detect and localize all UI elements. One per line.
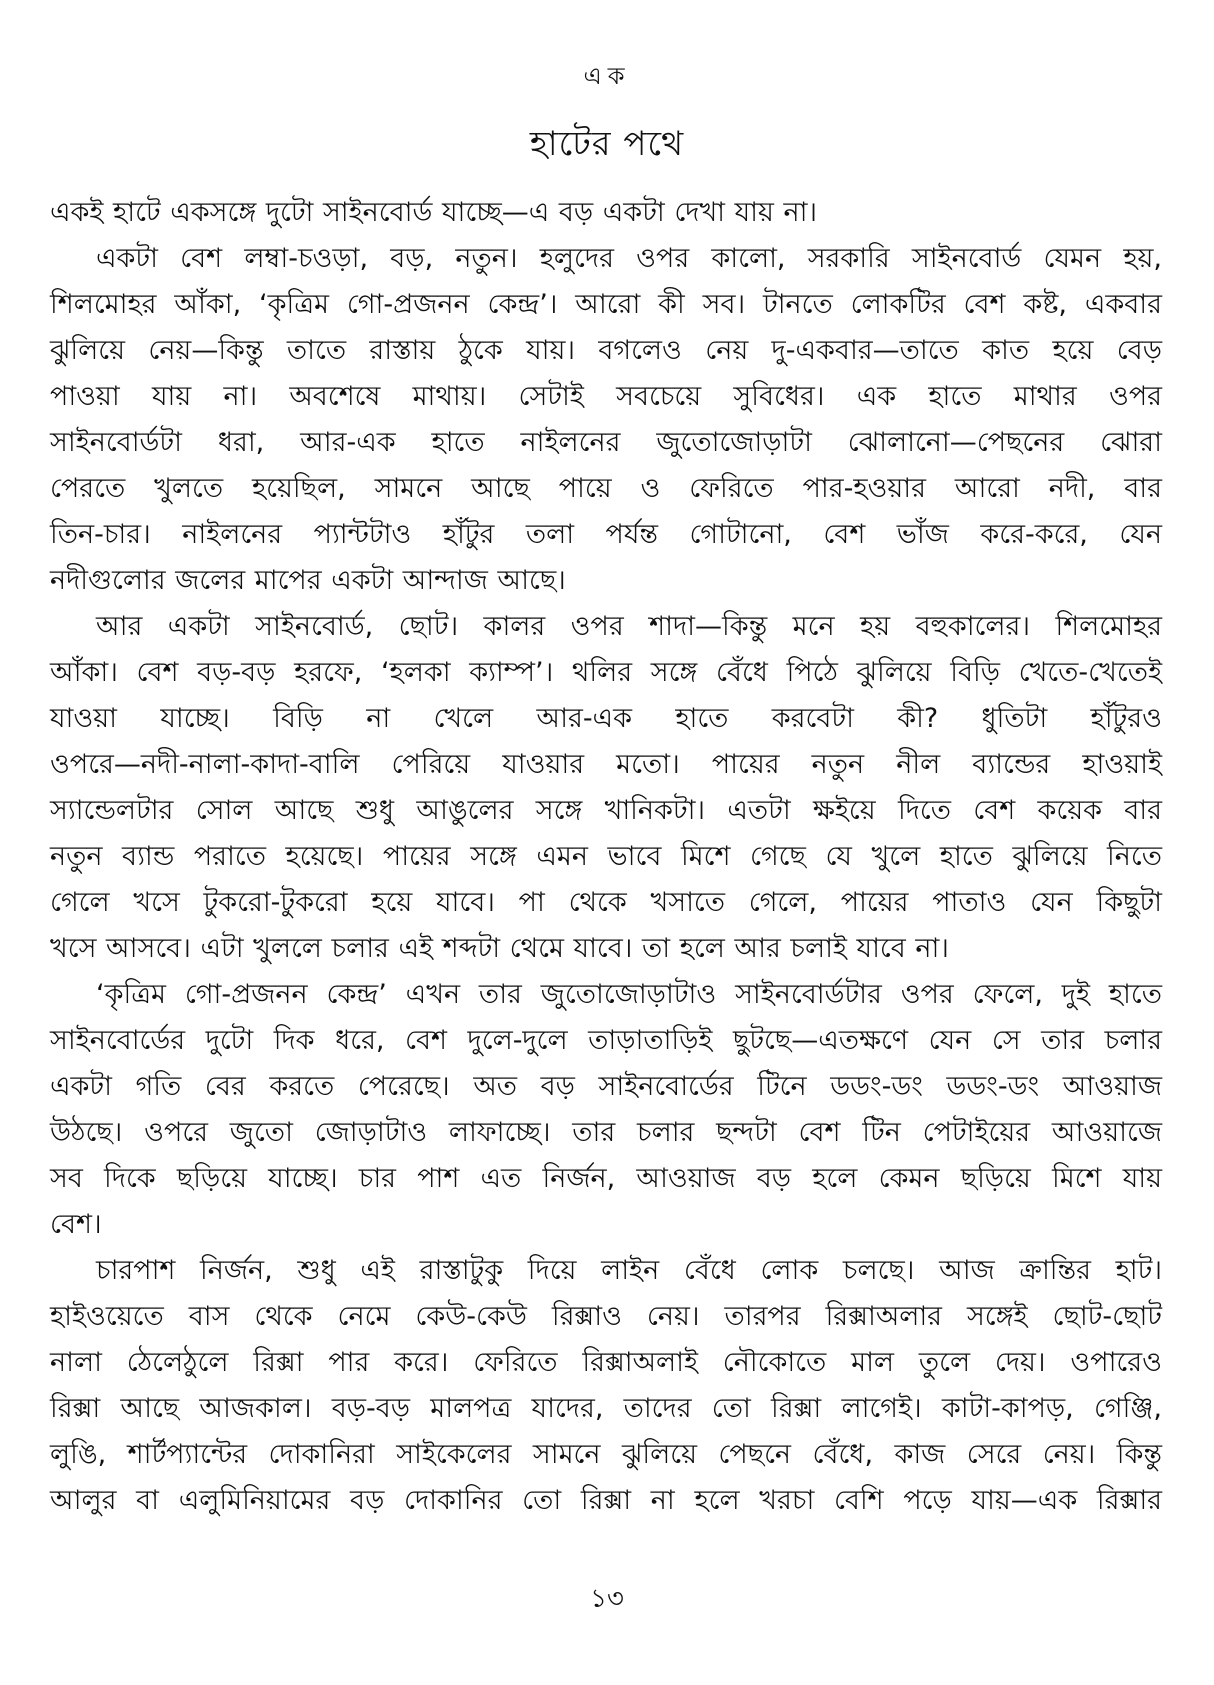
text-line: একই হাটে একসঙ্গে দুটো সাইনবোর্ড যাচ্ছে—এ বড় একটা দেখা যায় না। xyxy=(50,197,818,228)
text-line: স্যান্ডেলটার সোল আছে শুধু আঙুলের সঙ্গে খানিকটা। এতটা ক্ষইয়ে দিতে বেশ কয়েক বার xyxy=(50,795,1162,826)
text-line: শিলমোহর আঁকা, ‘কৃত্রিম গো-প্রজনন কেন্দ্র’। আরো কী সব। টানতে লোকটির বেশ কষ্ট, একবার xyxy=(50,289,1162,320)
paragraph-start-line: আর একটা সাইনবোর্ড, ছোট। কালর ওপর শাদা—কিন্তু মনে হয় বহুকালের। শিলমোহর xyxy=(96,611,1162,642)
text-line: সাইনবোর্ডের দুটো দিক ধরে, বেশ দুলে-দুলে তাড়াতাড়িই ছুটছে—এতক্ষণে যেন সে তার চলার xyxy=(50,1025,1162,1056)
text-line: সব দিকে ছড়িয়ে যাচ্ছে। চার পাশ এত নির্জন, আওয়াজ বড় হলে কেমন ছড়িয়ে মিশে যায় xyxy=(50,1163,1162,1194)
paragraph-start-line: ‘কৃত্রিম গো-প্রজনন কেন্দ্র’ এখন তার জুতোজোড়াটাও সাইনবোর্ডটার ওপর ফেলে, দুই হাতে xyxy=(96,979,1162,1010)
text-line: ওপরে—নদী-নালা-কাদা-বালি পেরিয়ে যাওয়ার মতো। পায়ের নতুন নীল ব্যান্ডের হাওয়াই xyxy=(50,749,1162,780)
text-line: বেশ। xyxy=(50,1209,102,1240)
text-line: সাইনবোর্ডটা ধরা, আর-এক হাতে নাইলনের জুতোজোড়াটা ঝোলানো—পেছনের ঝোরা xyxy=(50,427,1162,458)
chapter-number: এক xyxy=(583,62,631,90)
text-line: একটা গতি বের করতে পেরেছে। অত বড় সাইনবোর্ডের টিনে ডডং-ডং ডডং-ডং আওয়াজ xyxy=(50,1071,1162,1102)
paragraph-start-line: চারপাশ নির্জন, শুধু এই রাস্তাটুকু দিয়ে লাইন বেঁধে লোক চলছে। আজ ক্রান্তির হাট। xyxy=(96,1255,1162,1286)
paragraph-start-line: একটা বেশ লম্বা-চওড়া, বড়, নতুন। হলুদের ওপর কালো, সরকারি সাইনবোর্ড যেমন হয়, xyxy=(96,243,1162,274)
text-line: আলুর বা এলুমিনিয়ামের বড় দোকানির তো রিক্সা না হলে খরচা বেশি পড়ে যায়—এক রিক্সার xyxy=(50,1485,1162,1516)
text-line: নালা ঠেলেঠুলে রিক্সা পার করে। ফেরিতে রিক্সাঅলাই নৌকোতে মাল তুলে দেয়। ওপারেও xyxy=(50,1347,1162,1378)
text-line: গেলে খসে টুকরো-টুকরো হয়ে যাবে। পা থেকে খসাতে গেলে, পায়ের পাতাও যেন কিছুটা xyxy=(50,887,1162,918)
text-line: আঁকা। বেশ বড়-বড় হরফে, ‘হলকা ক্যাম্প’। থলির সঙ্গে বেঁধে পিঠে ঝুলিয়ে বিড়ি খেতে-খেতেই xyxy=(50,657,1162,688)
text-line: হাইওয়েতে বাস থেকে নেমে কেউ-কেউ রিক্সাও নেয়। তারপর রিক্সাঅলার সঙ্গেই ছোট-ছোট xyxy=(50,1301,1162,1332)
body-text xyxy=(50,190,1162,1524)
text-line: পেরতে খুলতে হয়েছিল, সামনে আছে পায়ে ও ফেরিতে পার-হওয়ার আরো নদী, বার xyxy=(50,473,1162,504)
text-line: যাওয়া যাচ্ছে। বিড়ি না খেলে আর-এক হাতে করবেটা কী? ধুতিটা হাঁটুরও xyxy=(50,703,1162,734)
text-line: উঠছে। ওপরে জুতো জোড়াটাও লাফাচ্ছে। তার চলার ছন্দটা বেশ টিন পেটাইয়ের আওয়াজে xyxy=(50,1117,1162,1148)
text-line: পাওয়া যায় না। অবশেষে মাথায়। সেটাই সবচেয়ে সুবিধের। এক হাতে মাথার ওপর xyxy=(50,381,1162,412)
page-number: ১৩ xyxy=(590,1584,624,1614)
text-line: নদীগুলোর জলের মাপের একটা আন্দাজ আছে। xyxy=(50,565,566,596)
text-line: ঝুলিয়ে নেয়—কিন্তু তাতে রাস্তায় ঠুকে যায়। বগলেও নেয় দু-একবার—তাতে কাত হয়ে বেড় xyxy=(50,335,1162,366)
text-line: রিক্সা আছে আজকাল। বড়-বড় মালপত্র যাদের, তাদের তো রিক্সা লাগেই। কাটা-কাপড়, গেঞ্জি, xyxy=(50,1393,1162,1424)
chapter-title: হাটের পথে xyxy=(529,124,685,164)
text-line: লুঙি, শার্টপ্যান্টের দোকানিরা সাইকেলের সামনে ঝুলিয়ে পেছনে বেঁধে, কাজ সেরে নেয়। কিন্তু xyxy=(50,1439,1162,1470)
text-line: তিন-চার। নাইলনের প্যান্টটাও হাঁটুর তলা পর্যন্ত গোটানো, বেশ ভাঁজ করে-করে, যেন xyxy=(50,519,1162,550)
text-line: খসে আসবে। এটা খুললে চলার এই শব্দটা থেমে যাবে। তা হলে আর চলাই যাবে না। xyxy=(50,933,949,964)
text-line: নতুন ব্যান্ড পরাতে হয়েছে। পায়ের সঙ্গে এমন ভাবে মিশে গেছে যে খুলে হাতে ঝুলিয়ে নিতে xyxy=(50,841,1162,872)
